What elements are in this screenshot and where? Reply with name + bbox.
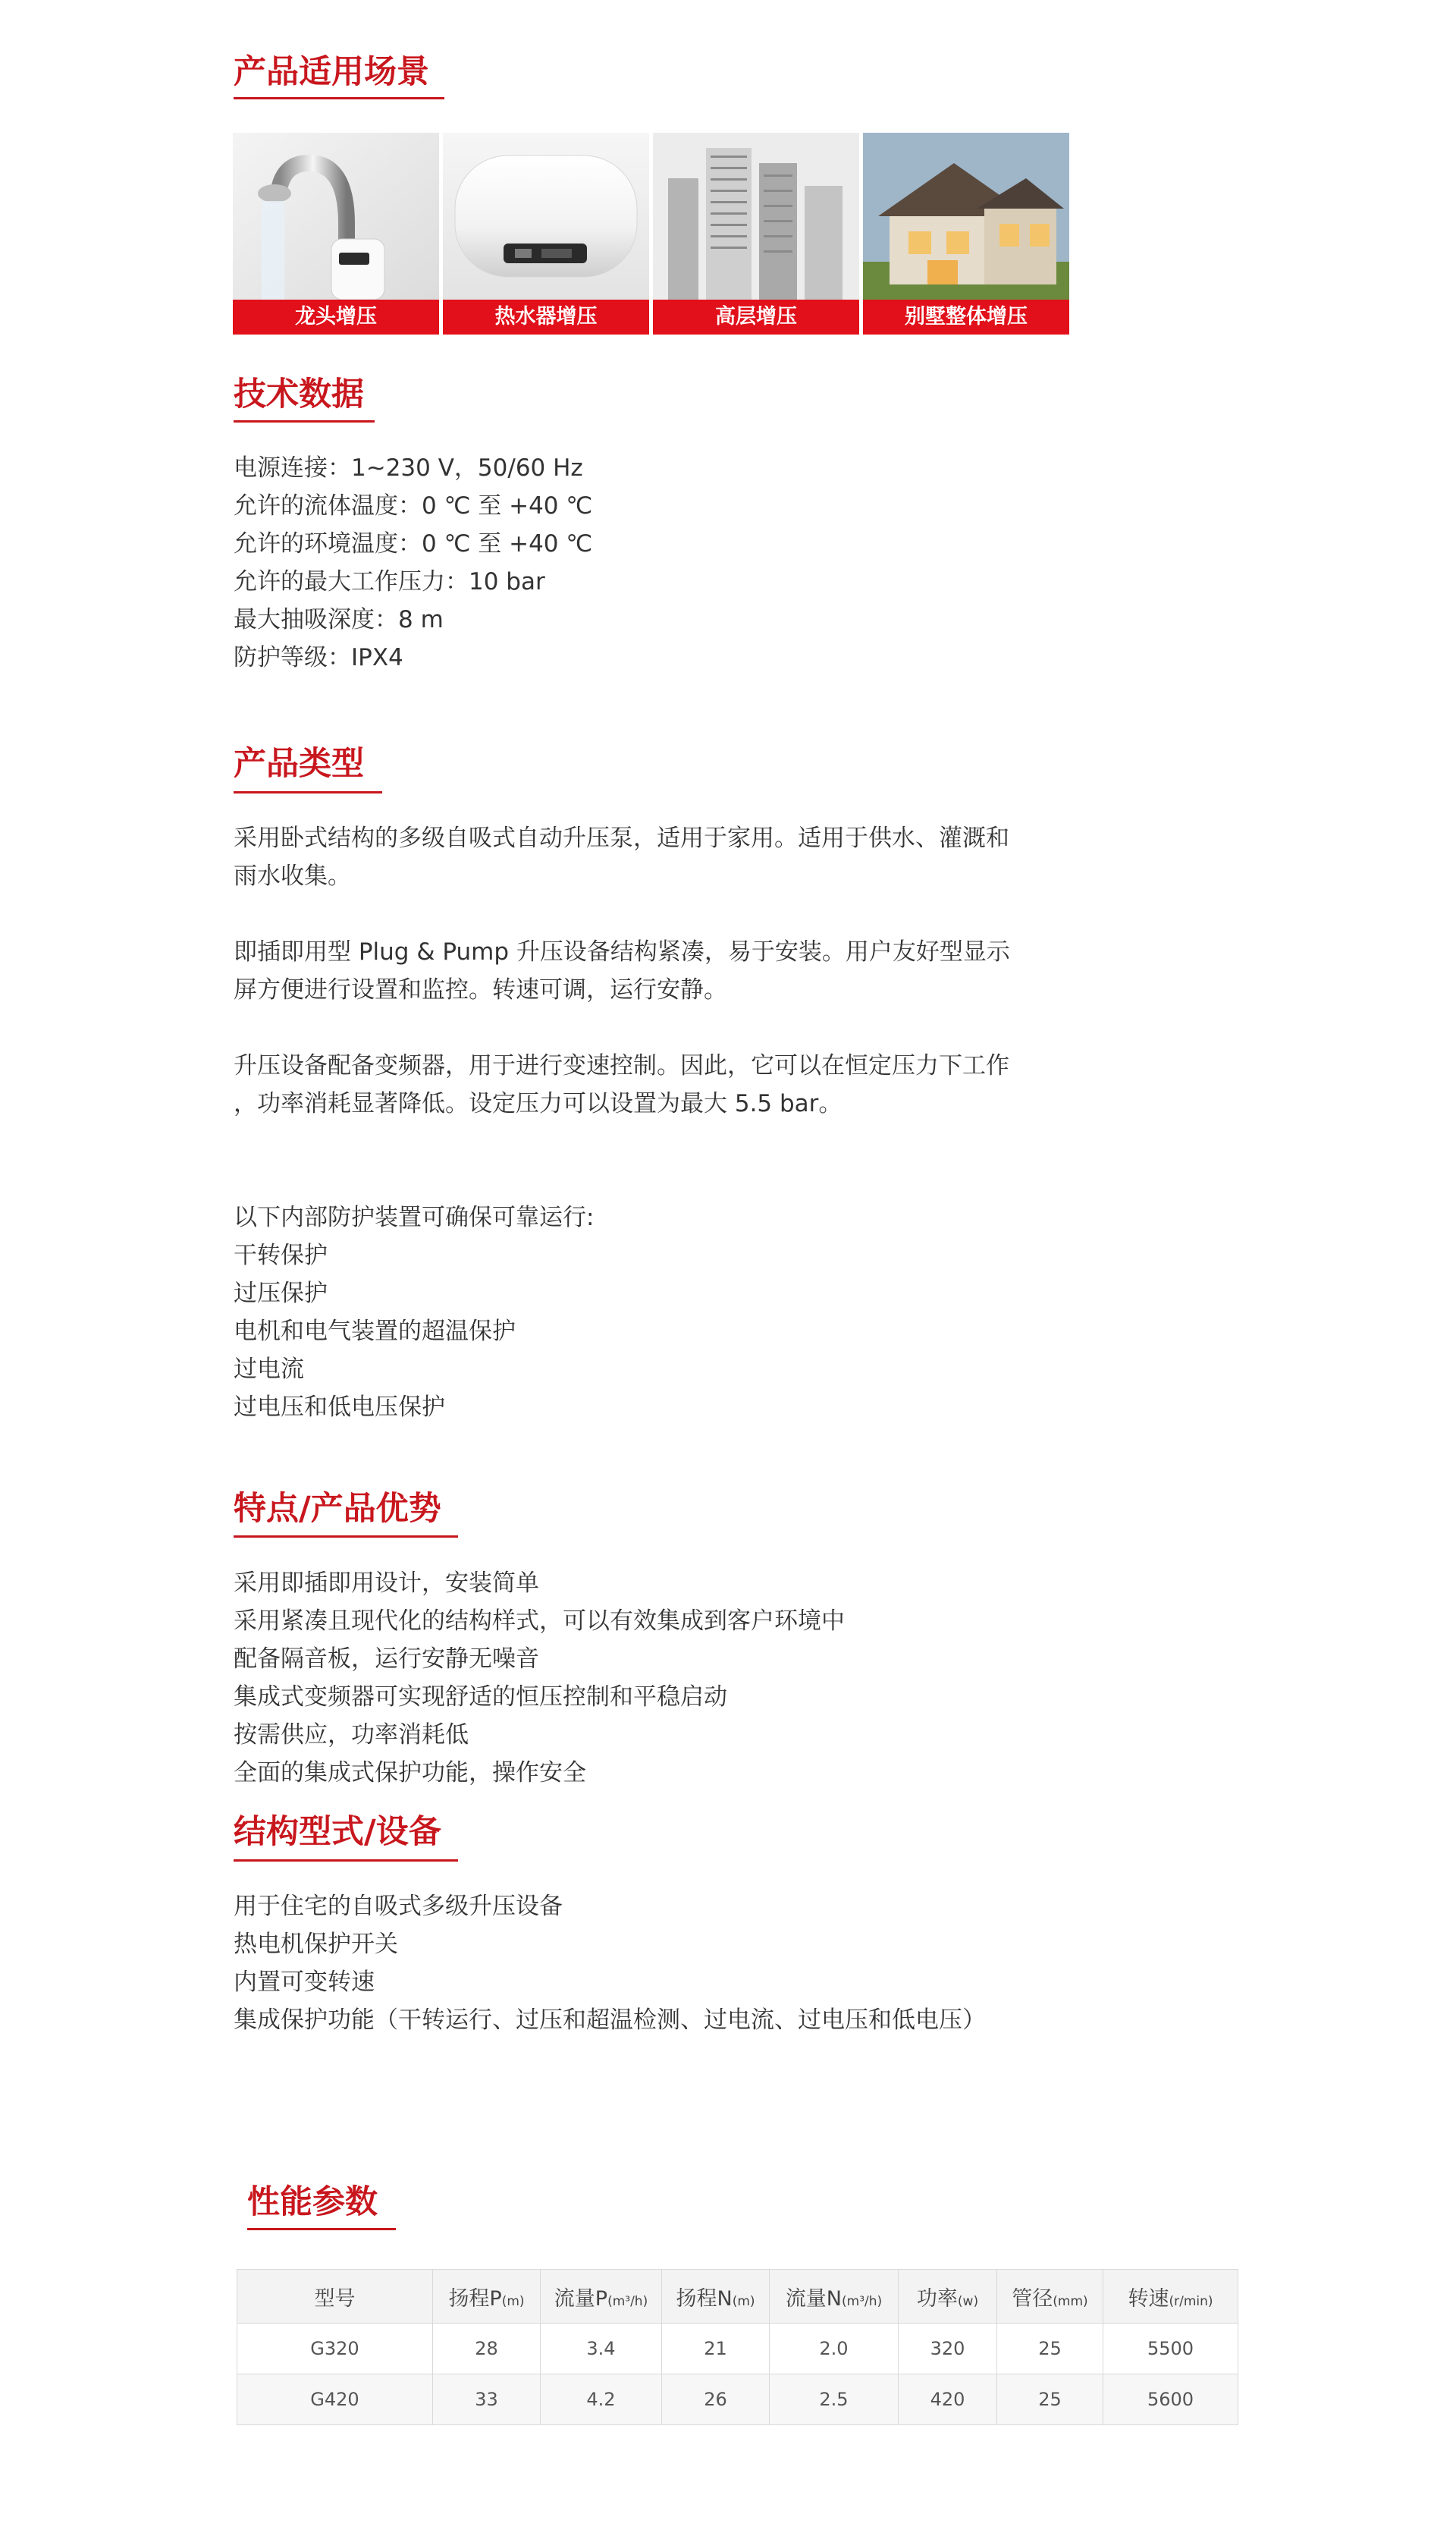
feature-item: 全面的集成式保护功能，操作安全 [234,1759,586,1786]
section-underline [234,1859,458,1862]
header-label: 流量N [785,2286,843,2311]
section-underline [234,97,444,99]
text-line: 采用卧式结构的多级自吸式自动升压泵，适用于家用。适用于供水、灌溉和 [234,825,1009,852]
header-unit: (w) [957,2293,979,2309]
column-header-flow-n [770,2270,899,2324]
tech-item: 电源连接：1~230 V，50/60 Hz [234,454,583,482]
table-cell: 5600 [1103,2374,1238,2425]
faucet-image [233,133,439,300]
section-title-performance: 性能参数 [247,2183,378,2221]
table-cell: 2.5 [770,2374,899,2425]
table-row [237,2374,1238,2425]
product-type-para-3 [234,1047,1098,1123]
feature-item: 采用紧凑且现代化的结构样式，可以有效集成到客户环境中 [234,1607,845,1635]
scenario-villa [863,133,1069,335]
structure-item: 热电机保护开关 [234,1931,398,1958]
structure-item: 集成保护功能（干转运行、过压和超温检测、过电流、过电压和低电压） [234,2006,986,2034]
water-heater-image [443,133,649,300]
features-list [234,1564,1098,1792]
header-label: 转速 [1128,2286,1169,2311]
feature-item: 配备隔音板，运行安静无噪音 [234,1645,539,1673]
header-label: 功率 [916,2286,958,2311]
table-cell: 25 [997,2374,1103,2425]
table-cell: 420 [899,2374,997,2425]
product-type-para-1 [234,819,1098,895]
scenario-faucet [233,133,439,335]
high-rise-image [653,133,859,300]
section-title-product-type: 产品类型 [234,745,364,783]
column-header-head-p [433,2270,541,2324]
scenario-high-rise [653,133,859,335]
header-label: 型号 [314,2286,356,2311]
header-label: 流量P [554,2286,608,2311]
section-title-tech-data: 技术数据 [234,376,364,413]
performance-table [237,2269,1238,2425]
table-cell: 2.0 [770,2324,899,2374]
header-unit: (r/min) [1169,2293,1213,2309]
section-title-scenarios: 产品适用场景 [234,53,429,91]
section-underline [234,791,382,793]
text-line: 即插即用型 Plug & Pump 升压设备结构紧凑，易于安装。用户友好型显示 [234,938,1010,966]
tech-data-list [234,449,1098,677]
text-line: 屏方便进行设置和监控。转速可调，运行安静。 [234,976,727,1004]
table-cell: G320 [237,2324,433,2374]
table-cell: 4.2 [541,2374,662,2425]
scenario-label: 龙头增压 [233,300,439,335]
section-underline [234,420,375,423]
feature-item: 按需供应，功率消耗低 [234,1721,469,1749]
header-unit: (mm) [1053,2293,1088,2309]
header-label: 扬程N [676,2286,733,2311]
header-unit: (m) [732,2293,755,2309]
section-underline [234,1535,458,1538]
protection-item: 干转保护 [234,1242,328,1269]
section-title-structure: 结构型式/设备 [234,1813,441,1851]
section-underline [247,2228,396,2230]
tech-item: 允许的最大工作压力：10 bar [234,568,545,595]
column-header-power [899,2270,997,2324]
text-line: 雨水收集。 [234,863,351,890]
header-label: 扬程P [448,2286,502,2311]
header-unit: (m³/h) [607,2293,648,2309]
scenario-label: 别墅整体增压 [863,300,1069,335]
protection-intro: 以下内部防护装置可确保可靠运行: [234,1204,595,1231]
table-header-row [237,2270,1238,2324]
protection-item: 过电压和低电压保护 [234,1394,445,1421]
scenario-label: 高层增压 [653,300,859,335]
column-header-pipe-diameter [997,2270,1103,2324]
table-cell: 3.4 [541,2324,662,2374]
table-cell: G420 [237,2374,433,2425]
text-line: ，功率消耗显著降低。设定压力可以设置为最大 5.5 bar。 [234,1090,843,1117]
feature-item: 采用即插即用设计，安装简单 [234,1570,539,1597]
tech-item: 防护等级：IPX4 [234,644,403,671]
header-unit: (m) [501,2293,525,2309]
table-cell: 33 [433,2374,541,2425]
scenario-water-heater [443,133,649,335]
table-cell: 26 [662,2374,770,2425]
protection-item: 过电流 [234,1356,304,1383]
column-header-flow-p [541,2270,662,2324]
tech-item: 最大抽吸深度：8 m [234,606,444,633]
table-cell: 320 [899,2324,997,2374]
structure-item: 内置可变转速 [234,1969,375,1996]
structure-list [234,1887,1098,2039]
header-label: 管径 [1012,2286,1053,2311]
column-header-model [237,2270,433,2324]
header-unit: (m³/h) [842,2293,883,2309]
structure-item: 用于住宅的自吸式多级升压设备 [234,1893,563,1920]
table-cell: 25 [997,2324,1103,2374]
table-cell: 5500 [1103,2324,1238,2374]
villa-image [863,133,1069,300]
text-line: 升压设备配备变频器，用于进行变速控制。因此，它可以在恒定压力下工作 [234,1052,1009,1079]
tech-item: 允许的流体温度：0 ℃ 至 +40 ℃ [234,492,593,520]
section-title-features: 特点/产品优势 [234,1490,441,1528]
column-header-speed [1103,2270,1238,2324]
table-cell: 28 [433,2324,541,2374]
protection-item: 电机和电气装置的超温保护 [234,1318,516,1345]
scenario-label: 热水器增压 [443,300,649,335]
product-type-para-2 [234,933,1098,1009]
table-row [237,2324,1238,2374]
tech-item: 允许的环境温度：0 ℃ 至 +40 ℃ [234,530,593,558]
protection-list [234,1199,1098,1426]
feature-item: 集成式变频器可实现舒适的恒压控制和平稳启动 [234,1683,727,1711]
table-cell: 21 [662,2324,770,2374]
protection-item: 过压保护 [234,1280,328,1307]
column-header-head-n [662,2270,770,2324]
